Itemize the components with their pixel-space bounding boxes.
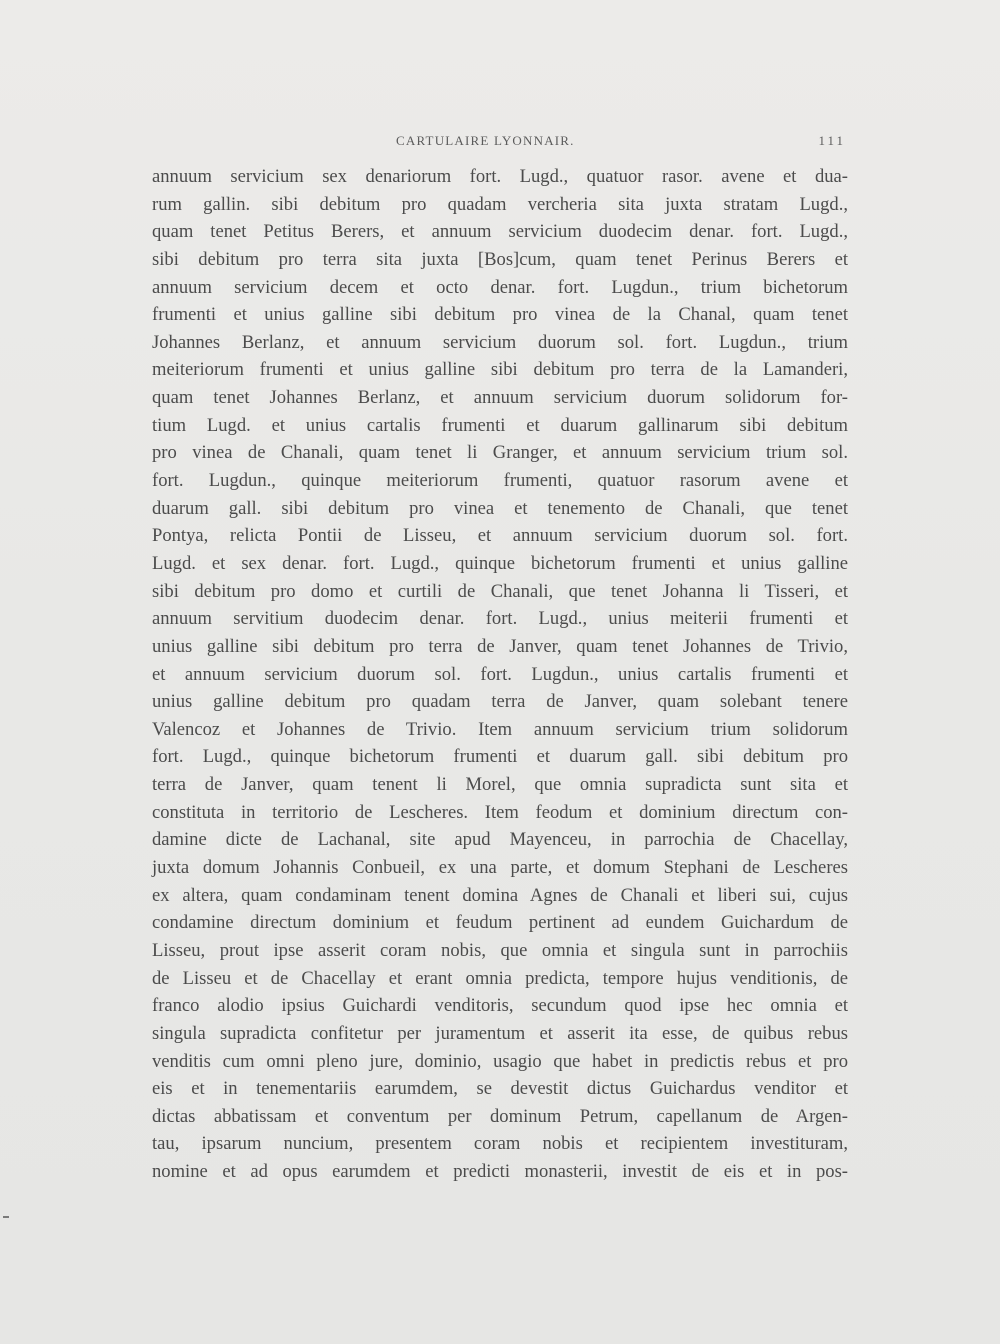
- text-line: sibi debitum pro terra sita juxta [Bos]cum, quam tenet Perinus Berers et: [152, 248, 848, 270]
- text-line: juxta domum Johannis Conbueil, ex una parte, et domum Stephani de Lescheres: [152, 857, 848, 879]
- text-line: terra de Janver, quam tenent li Morel, que omnia supradicta sunt sita et: [152, 774, 848, 796]
- text-line: pro vinea de Chanali, quam tenet li Granger, et annuum servicium trium sol.: [152, 442, 848, 464]
- text-line: annuum servicium sex denariorum fort. Lugd., quatuor rasor. avene et dua-: [152, 166, 848, 187]
- text-line: quam tenet Johannes Berlanz, et annuum servicium duorum solidorum for-: [152, 387, 848, 409]
- text-line: condamine directum dominium et feudum pertinent ad eundem Guichardum de: [152, 912, 848, 934]
- text-line: quam tenet Petitus Berers, et annuum servicium duodecim denar. fort. Lugd.,: [152, 221, 848, 243]
- text-line: tau, ipsarum nuncium, presentem coram nobis et recipientem investituram,: [152, 1133, 848, 1155]
- text-line: de Lisseu et de Chacellay et erant omnia predicta, tempore hujus venditionis, de: [152, 967, 848, 989]
- text-line: rum gallin. sibi debitum pro quadam vercheria sita juxta stratam Lugd.,: [152, 193, 848, 215]
- text-line: annuum servicium decem et octo denar. fort. Lugdun., trium bichetorum: [152, 276, 848, 298]
- text-line: unius galline debitum pro quadam terra de Janver, quam solebant tenere: [152, 691, 848, 713]
- page-number: 111: [818, 133, 846, 148]
- text-line: constituta in territorio de Lescheres. Item feodum et dominium directum con-: [152, 801, 848, 823]
- text-line: meiteriorum frumenti et unius galline sibi debitum pro terra de la Lamanderi,: [152, 359, 848, 381]
- text-line: nomine et ad opus earumdem et predicti monasterii, investit de eis et in pos-: [152, 1161, 848, 1183]
- text-line: Lugd. et sex denar. fort. Lugd., quinque bichetorum frumenti et unius galline: [152, 552, 848, 574]
- text-line: sibi debitum pro domo et curtili de Chanali, que tenet Johanna li Tisseri, et: [152, 580, 848, 602]
- text-line: fort. Lugdun., quinque meiteriorum frumenti, quatuor rasorum avene et: [152, 470, 848, 492]
- text-line: Johannes Berlanz, et annuum servicium duorum sol. fort. Lugdun., trium: [152, 331, 848, 353]
- text-line: Lisseu, prout ipse asserit coram nobis, que omnia et singula sunt in parrochiis: [152, 939, 848, 961]
- text-line: et annuum servicium duorum sol. fort. Lugdun., unius cartalis frumenti et: [152, 663, 848, 685]
- text-line: Pontya, relicta Pontii de Lisseu, et annuum servicium duorum sol. fort.: [152, 525, 848, 547]
- text-line: dictas abbatissam et conventum per dominum Petrum, capellanum de Argen-: [152, 1105, 848, 1127]
- text-line: eis et in tenementariis earumdem, se devestit dictus Guichardus venditor et: [152, 1078, 848, 1100]
- text-line: ex altera, quam condaminam tenent domina Agnes de Chanali et liberi sui, cujus: [152, 884, 848, 906]
- text-line: duarum gall. sibi debitum pro vinea et tenemento de Chanali, que tenet: [152, 497, 848, 519]
- margin-mark: [3, 1216, 9, 1218]
- text-line: frumenti et unius galline sibi debitum pro vinea de la Chanal, quam tenet: [152, 304, 848, 326]
- text-line: franco alodio ipsius Guichardi venditoris, secundum quod ipse hec omnia et: [152, 995, 848, 1017]
- running-title: CARTULAIRE LYONNAIR.: [396, 133, 575, 148]
- text-line: annuum servitium duodecim denar. fort. Lugd., unius meiterii frumenti et: [152, 608, 848, 630]
- body-text: [152, 163, 848, 1186]
- text-line: singula supradicta confitetur per juramentum et asserit ita esse, de quibus rebus: [152, 1022, 848, 1044]
- running-head: [152, 133, 848, 153]
- text-line: fort. Lugd., quinque bichetorum frumenti et duarum gall. sibi debitum pro: [152, 746, 848, 768]
- text-line: unius galline sibi debitum pro terra de Janver, quam tenet Johannes de Trivio,: [152, 635, 848, 657]
- text-line: venditis cum omni pleno jure, dominio, usagio que habet in predictis rebus et pro: [152, 1050, 848, 1072]
- text-line: damine dicte de Lachanal, site apud Mayenceu, in parrochia de Chacellay,: [152, 829, 848, 851]
- text-line: Valencoz et Johannes de Trivio. Item annuum servicium trium solidorum: [152, 718, 848, 740]
- text-line: tium Lugd. et unius cartalis frumenti et duarum gallinarum sibi debitum: [152, 414, 848, 436]
